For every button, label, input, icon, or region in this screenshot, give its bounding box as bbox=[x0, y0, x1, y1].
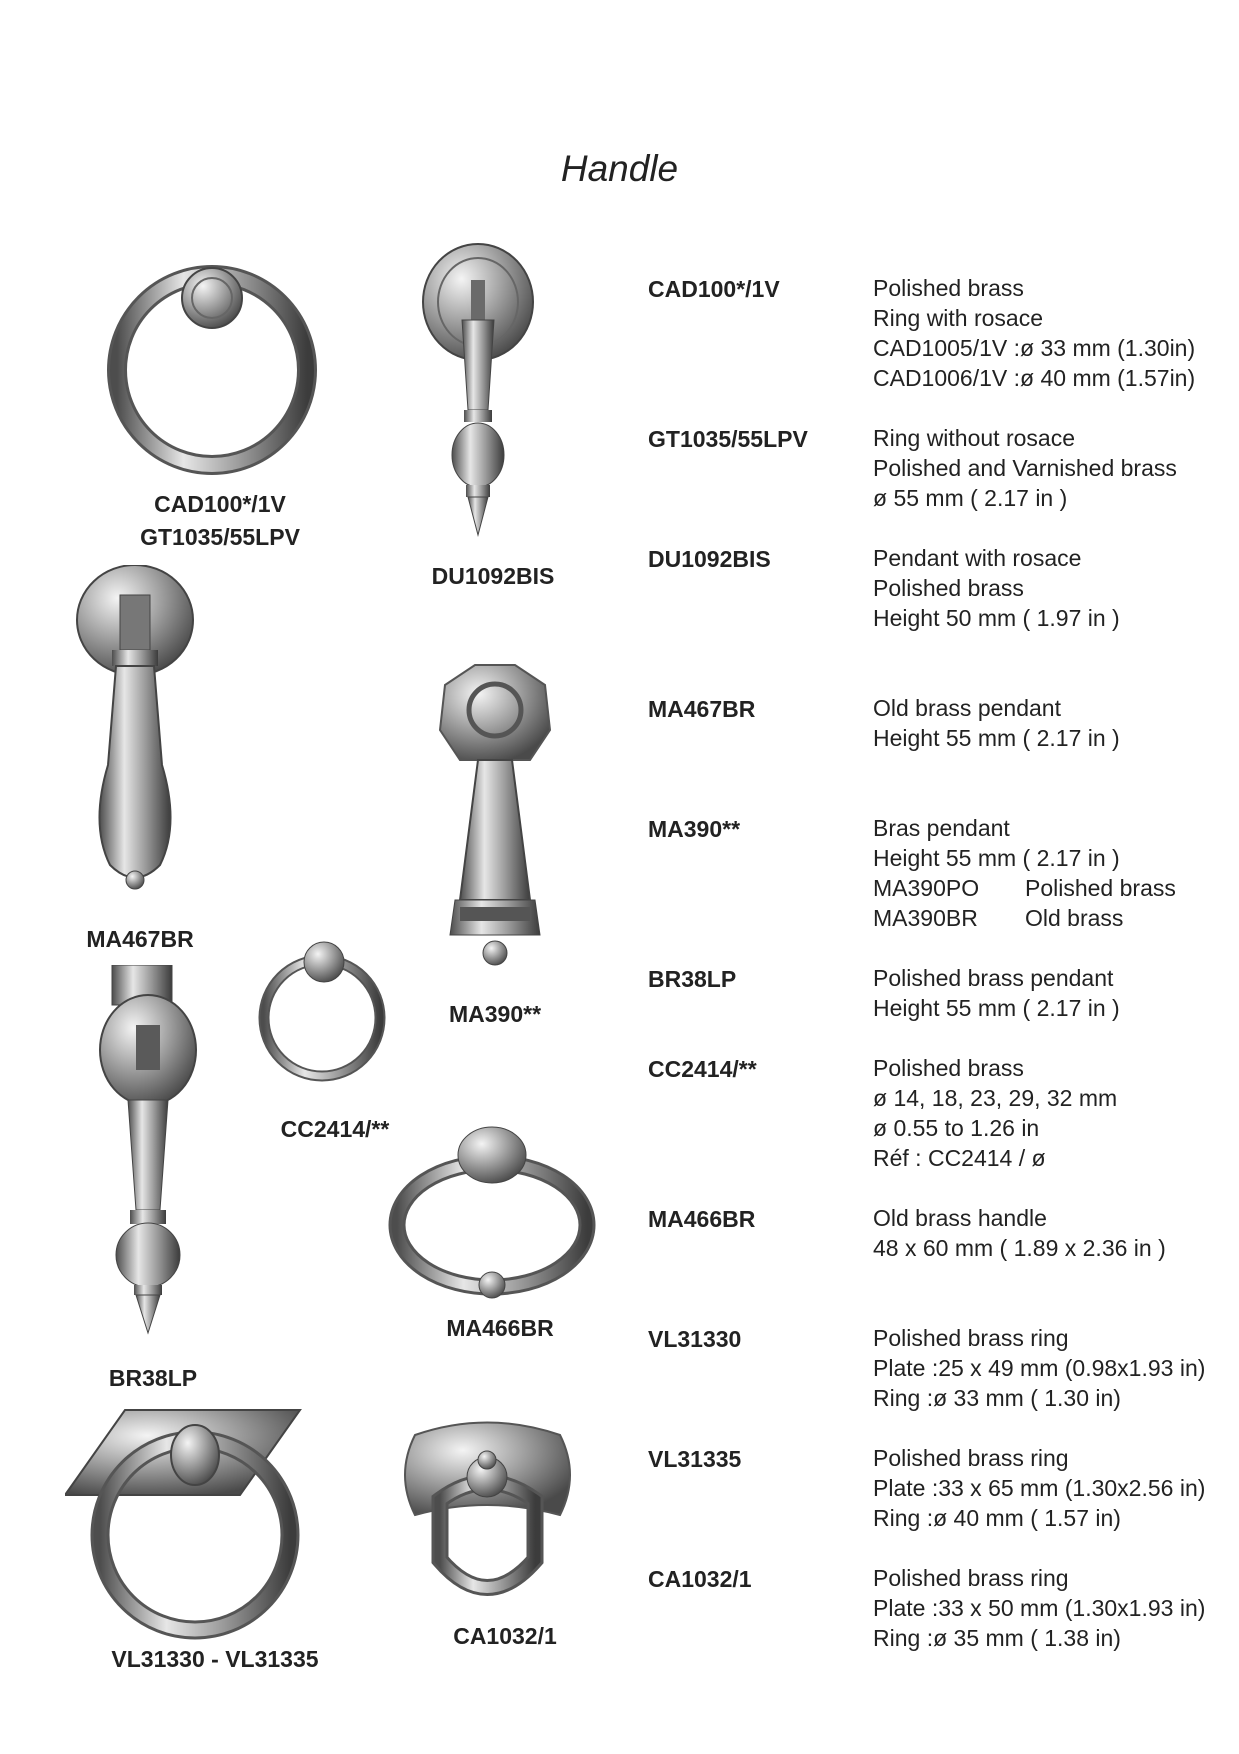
product-description: Polished brass pendant Height 55 mm ( 2.17 in ) bbox=[873, 965, 1120, 1021]
caption-cad-gt: CAD100*/1V GT1035/55LPV bbox=[140, 491, 300, 550]
product-description: Bras pendant Height 55 mm ( 2.17 in ) MA390PO Polished brass MA390BR Old brass bbox=[873, 815, 1176, 931]
pendant-with-rosace-photo bbox=[418, 240, 538, 540]
product-code: VL31330 bbox=[648, 1326, 742, 1352]
product-description: Polished brass ø 14, 18, 23, 29, 32 mm ø 0.55 to 1.26 in Réf : CC2414 / ø bbox=[873, 1055, 1118, 1171]
caption-ma390: MA390** bbox=[448, 1001, 542, 1027]
product-description: Old brass pendant Height 55 mm ( 2.17 in ) bbox=[873, 695, 1120, 751]
caption-ma467br: MA467BR bbox=[86, 926, 194, 952]
caption-cc2414: CC2414/** bbox=[280, 1116, 390, 1142]
product-code: MA390** bbox=[648, 816, 741, 842]
polished-brass-pendant-photo bbox=[88, 965, 208, 1335]
product-description: Ring without rosace Polished and Varnished brass ø 55 mm ( 2.17 in ) bbox=[873, 425, 1177, 511]
product-code: VL31335 bbox=[648, 1446, 742, 1472]
product-description: Pendant with rosace Polished brass Height 50 mm ( 1.97 in ) bbox=[873, 545, 1120, 631]
product-code: MA467BR bbox=[648, 696, 756, 722]
ring-with-shaped-plate-photo bbox=[395, 1415, 580, 1615]
caption-br38lp: BR38LP bbox=[108, 1365, 198, 1391]
variant-row: MA390PO Polished brass bbox=[873, 875, 1176, 901]
product-code: CAD100*/1V bbox=[648, 276, 780, 302]
caption-vl31330-vl31335: VL31330 - VL31335 bbox=[111, 1646, 319, 1672]
product-description: Polished brass ring Plate :33 x 50 mm (1.30x1.93 in) Ring :ø 35 mm ( 1.38 in) bbox=[873, 1565, 1206, 1651]
small-ring-photo bbox=[252, 938, 392, 1088]
product-description: Polished brass Ring with rosace CAD1005/1V :ø 33 mm (1.30in) CAD1006/1V :ø 40 mm (1.57in) bbox=[873, 275, 1196, 391]
brass-ring-with-plate-photo bbox=[65, 1405, 305, 1650]
product-code: CC2414/** bbox=[648, 1056, 757, 1082]
old-brass-pendant-photo bbox=[70, 565, 200, 895]
product-code: MA466BR bbox=[648, 1206, 756, 1232]
product-code: CA1032/1 bbox=[648, 1566, 752, 1592]
product-description: Polished brass ring Plate :33 x 65 mm (1.30x2.56 in) Ring :ø 40 mm ( 1.57 in) bbox=[873, 1445, 1206, 1531]
product-code: GT1035/55LPV bbox=[648, 426, 808, 452]
caption-ca1032: CA1032/1 bbox=[453, 1623, 557, 1649]
page-title: Handle bbox=[560, 148, 679, 189]
product-code: DU1092BIS bbox=[648, 546, 771, 572]
caption-ma466br: MA466BR bbox=[446, 1315, 554, 1341]
product-description: Polished brass ring Plate :25 x 49 mm (0.98x1.93 in) Ring :ø 33 mm ( 1.30 in) bbox=[873, 1325, 1206, 1411]
product-description: Old brass handle 48 x 60 mm ( 1.89 x 2.36 in ) bbox=[873, 1205, 1166, 1261]
caption-du1092bis: DU1092BIS bbox=[431, 563, 555, 589]
variant-row: MA390BR Old brass bbox=[873, 905, 1124, 931]
ring-with-rosace-photo bbox=[88, 240, 328, 485]
product-code: BR38LP bbox=[648, 966, 737, 992]
brass-pendant-photo bbox=[430, 655, 560, 970]
old-brass-handle-photo bbox=[385, 1125, 600, 1300]
